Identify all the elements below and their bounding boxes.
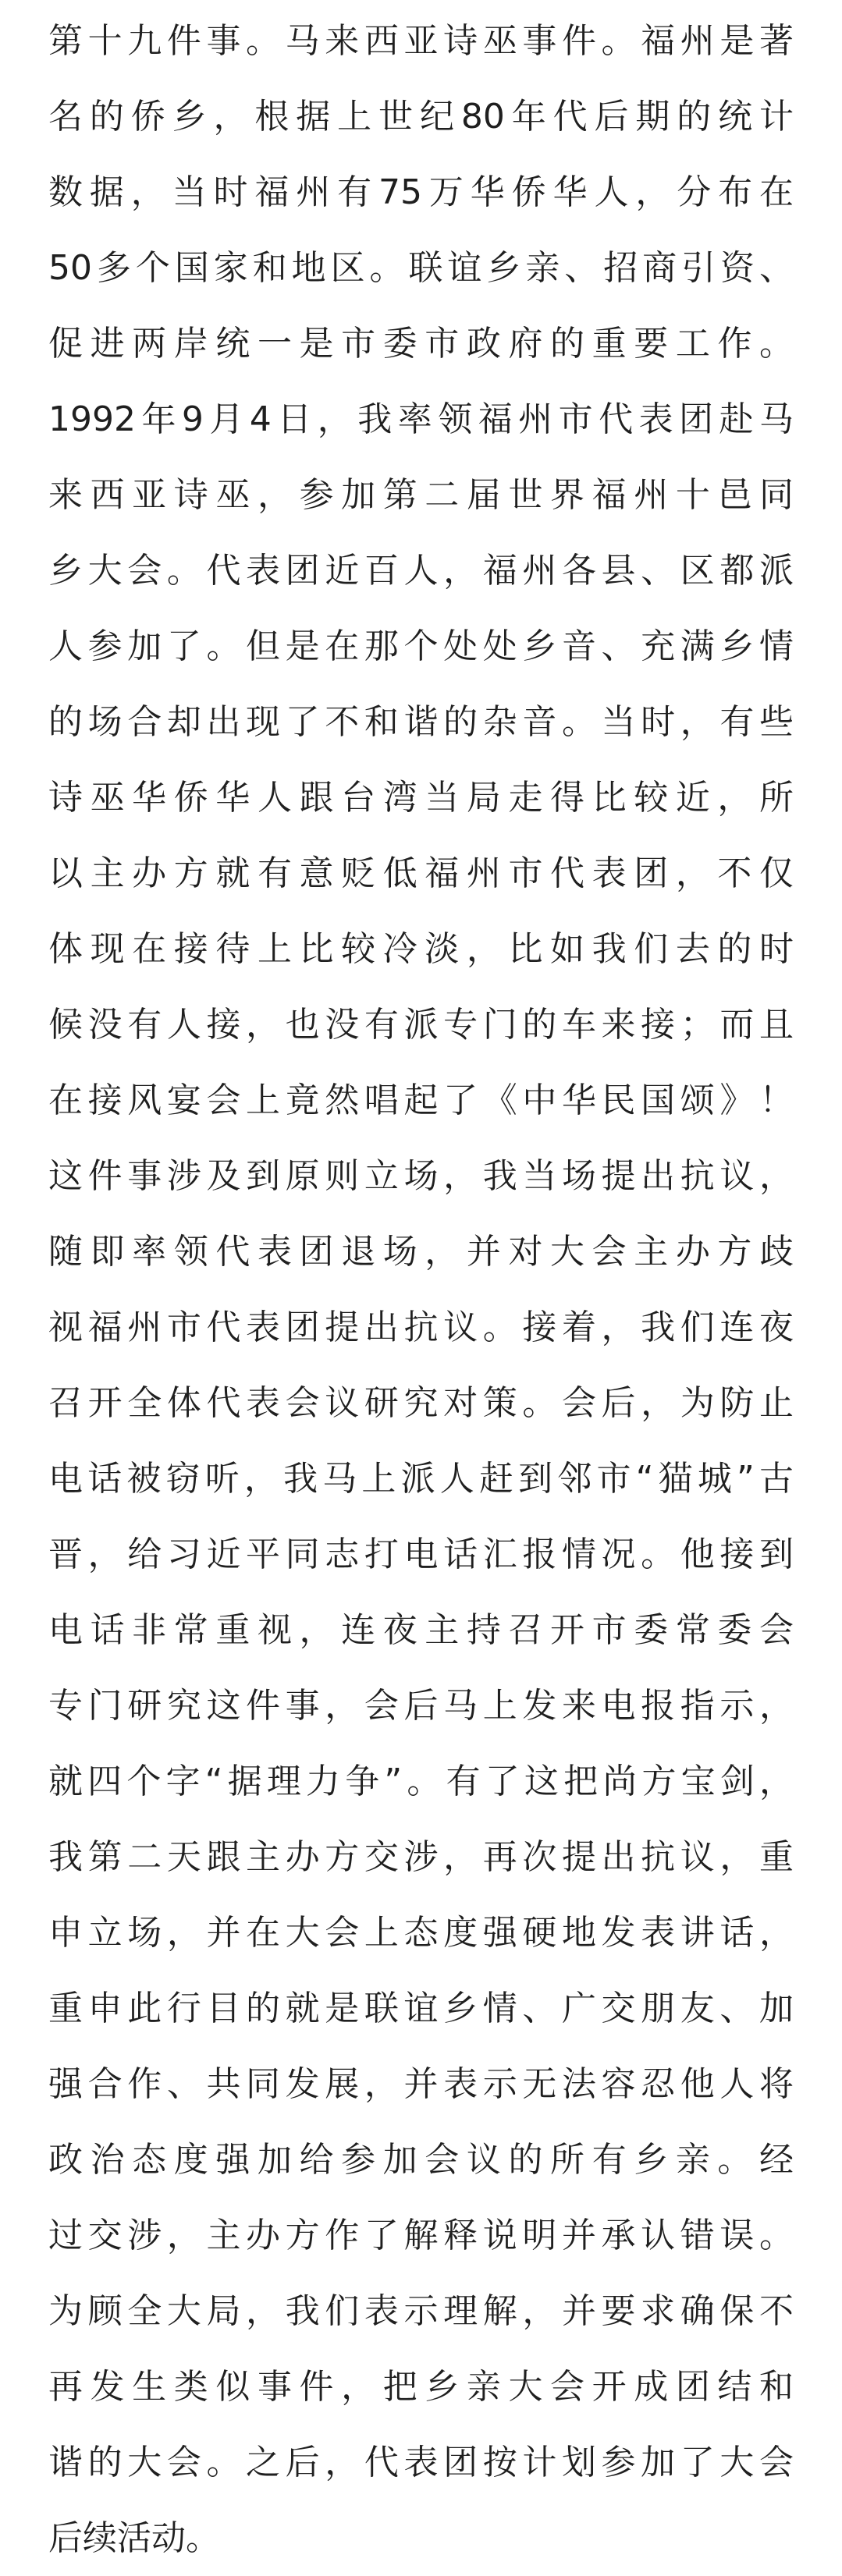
text-line-7: 来西亚诗巫，参加第二届世界福州十邑同 bbox=[48, 475, 794, 515]
text-line-19: 召开全体代表会议研究对策。会后，为防止 bbox=[48, 1383, 794, 1423]
text-line-12: 以主办方就有意贬低福州市代表团，不仅 bbox=[48, 853, 794, 893]
text-line-4: 50多个国家和地区。联谊乡亲、招商引资、 bbox=[48, 248, 794, 288]
text-line-30: 过交涉，主办方作了解释说明并承认错误。 bbox=[48, 2216, 794, 2255]
text-line-21: 晋，给习近平同志打电话汇报情况。他接到 bbox=[48, 1535, 794, 1574]
text-line-17: 随即率领代表团退场，并对大会主办方歧 bbox=[48, 1232, 794, 1272]
text-line-3: 数据，当时福州有75万华侨华人，分布在 bbox=[48, 172, 794, 212]
text-line-24: 就四个字“据理力争”。有了这把尚方宝剑， bbox=[48, 1762, 794, 1801]
text-line-23: 专门研究这件事，会后马上发来电报指示， bbox=[48, 1686, 794, 1726]
text-line-31: 为顾全大局，我们表示理解，并要求确保不 bbox=[48, 2291, 794, 2331]
text-line-11: 诗巫华侨华人跟台湾当局走得比较近，所 bbox=[48, 778, 794, 818]
text-line-2: 名的侨乡，根据上世纪80年代后期的统计 bbox=[48, 97, 794, 137]
text-line-15: 在接风宴会上竟然唱起了《中华民国颂》！ bbox=[48, 1080, 794, 1120]
text-line-9: 人参加了。但是在那个处处乡音、充满乡情 bbox=[48, 626, 794, 666]
text-line-1: 第十九件事。马来西亚诗巫事件。福州是著 bbox=[48, 21, 794, 61]
text-line-29: 政治态度强加给参加会议的所有乡亲。经 bbox=[48, 2140, 794, 2180]
text-line-22: 电话非常重视，连夜主持召开市委常委会 bbox=[48, 1610, 794, 1650]
text-line-26: 申立场，并在大会上态度强硬地发表讲话， bbox=[48, 1913, 794, 1953]
text-line-14: 候没有人接，也没有派专门的车来接；而且 bbox=[48, 1005, 794, 1045]
text-line-10: 的场合却出现了不和谐的杂音。当时，有些 bbox=[48, 702, 794, 742]
text-line-27: 重申此行目的就是联谊乡情、广交朋友、加 bbox=[48, 1989, 794, 2028]
text-line-25: 我第二天跟主办方交涉，再次提出抗议，重 bbox=[48, 1837, 794, 1877]
text-line-13: 体现在接待上比较冷淡，比如我们去的时 bbox=[48, 929, 794, 969]
text-line-18: 视福州市代表团提出抗议。接着，我们连夜 bbox=[48, 1308, 794, 1347]
text-line-33: 谐的大会。之后，代表团按计划参加了大会 bbox=[48, 2443, 794, 2482]
text-line-28: 强合作、共同发展，并表示无法容忍他人将 bbox=[48, 2064, 794, 2104]
text-line-20: 电话被窃听，我马上派人赶到邻市“猫城”古 bbox=[48, 1459, 794, 1499]
text-line-5: 促进两岸统一是市委市政府的重要工作。 bbox=[48, 324, 794, 364]
text-line-32: 再发生类似事件，把乡亲大会开成团结和 bbox=[48, 2367, 794, 2407]
text-line-16: 这件事涉及到原则立场，我当场提出抗议， bbox=[48, 1156, 794, 1196]
text-line-34: 后续活动。 bbox=[48, 2518, 220, 2558]
text-line-8: 乡大会。代表团近百人，福州各县、区都派 bbox=[48, 551, 794, 591]
text-line-6: 1992年9月4日，我率领福州市代表团赴马 bbox=[48, 399, 794, 439]
